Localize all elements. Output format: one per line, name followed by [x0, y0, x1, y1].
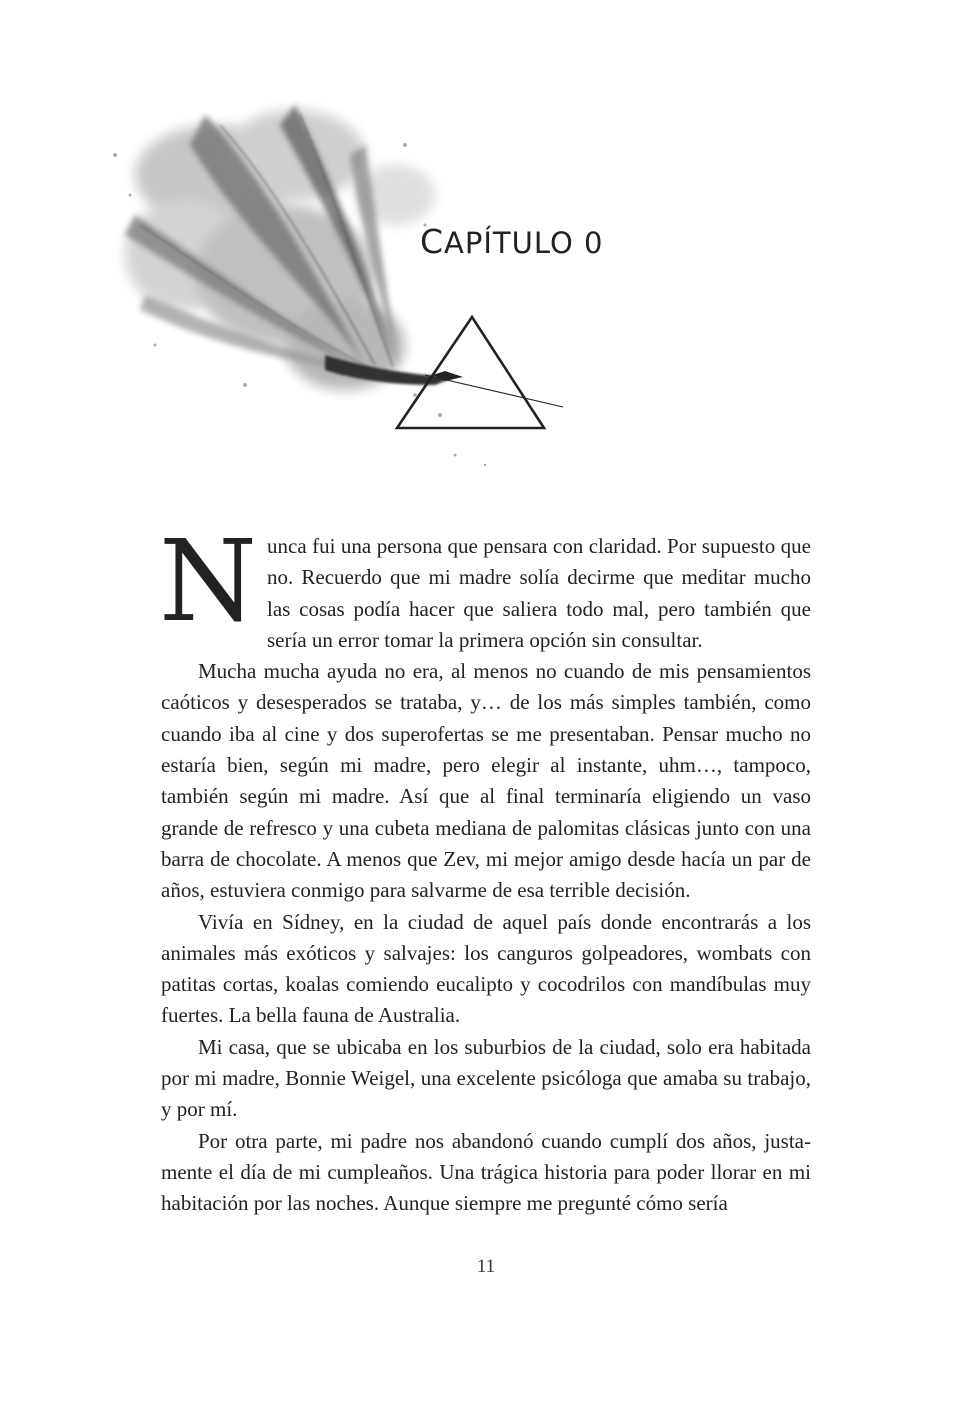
paragraph-2: Mucha mucha ayuda no era, al menos no cuando de mis pensamientos caóticos y desesperados se trataba, y… de los más simples también, como cuando iba al cine y dos superofertas se me presentaban. Pensar mucho no estaría bien, según mi madre, pero elegir al instante, uhm…, tampoco, también según mi madre. Así que al final terminaría eligiendo un vaso grande de refresco y una cubeta mediana de palomitas clásicas junto con una barra de chocolate. A menos que Zev, mi mejor amigo desde hacía un par de años, estuviera conmigo para salvarme de esa terrible decisión.: [161, 659, 811, 903]
chapter-illustration: [95, 85, 585, 485]
chapter-title-rest: APÍTULO 0: [444, 226, 604, 260]
paragraph-5: Por otra parte, mi padre nos abandonó cuando cumplí dos años, justamente el día de mi cumpleaños. Una trágica historia para poder llorar en mi habitación por las noches. Aunque siempre me pregunté cómo sería: [161, 1128, 811, 1216]
chapter-title-first-letter: C: [420, 222, 445, 261]
drop-cap: N: [159, 517, 257, 647]
page-number: 11: [476, 1256, 496, 1277]
paragraph-4: Mi casa, que se ubicaba en los suburbios de la ciudad, solo era habitada por mi madre, Bonnie Weigel, una excelente psicóloga que amaba su trabajo, y por mí.: [161, 1034, 811, 1122]
chapter-title: [420, 222, 603, 261]
paragraph-1: [159, 517, 811, 656]
paragraph-3: Vivía en Sídney, en la ciudad de aquel país donde encontrarás a los animales más exóticos y salvajes: los canguros golpeadores, wombats con patitas cortas, koalas comiendo eucalipto y cocodrilos con mandíbulas muy fuertes. La bella fauna de Australia.: [161, 909, 811, 1028]
paragraph-1-text: unca fui una persona que pensara con claridad. Por supuesto que no. Recuerdo que mi madre solía decirme que meditar mucho las cosas podía hacer que saliera todo mal, pero también que sería un error tomar la primera opción sin consultar.: [267, 534, 811, 652]
watercolor-beam-prism-illustration: [95, 85, 585, 485]
chapter-body: [159, 517, 811, 1220]
